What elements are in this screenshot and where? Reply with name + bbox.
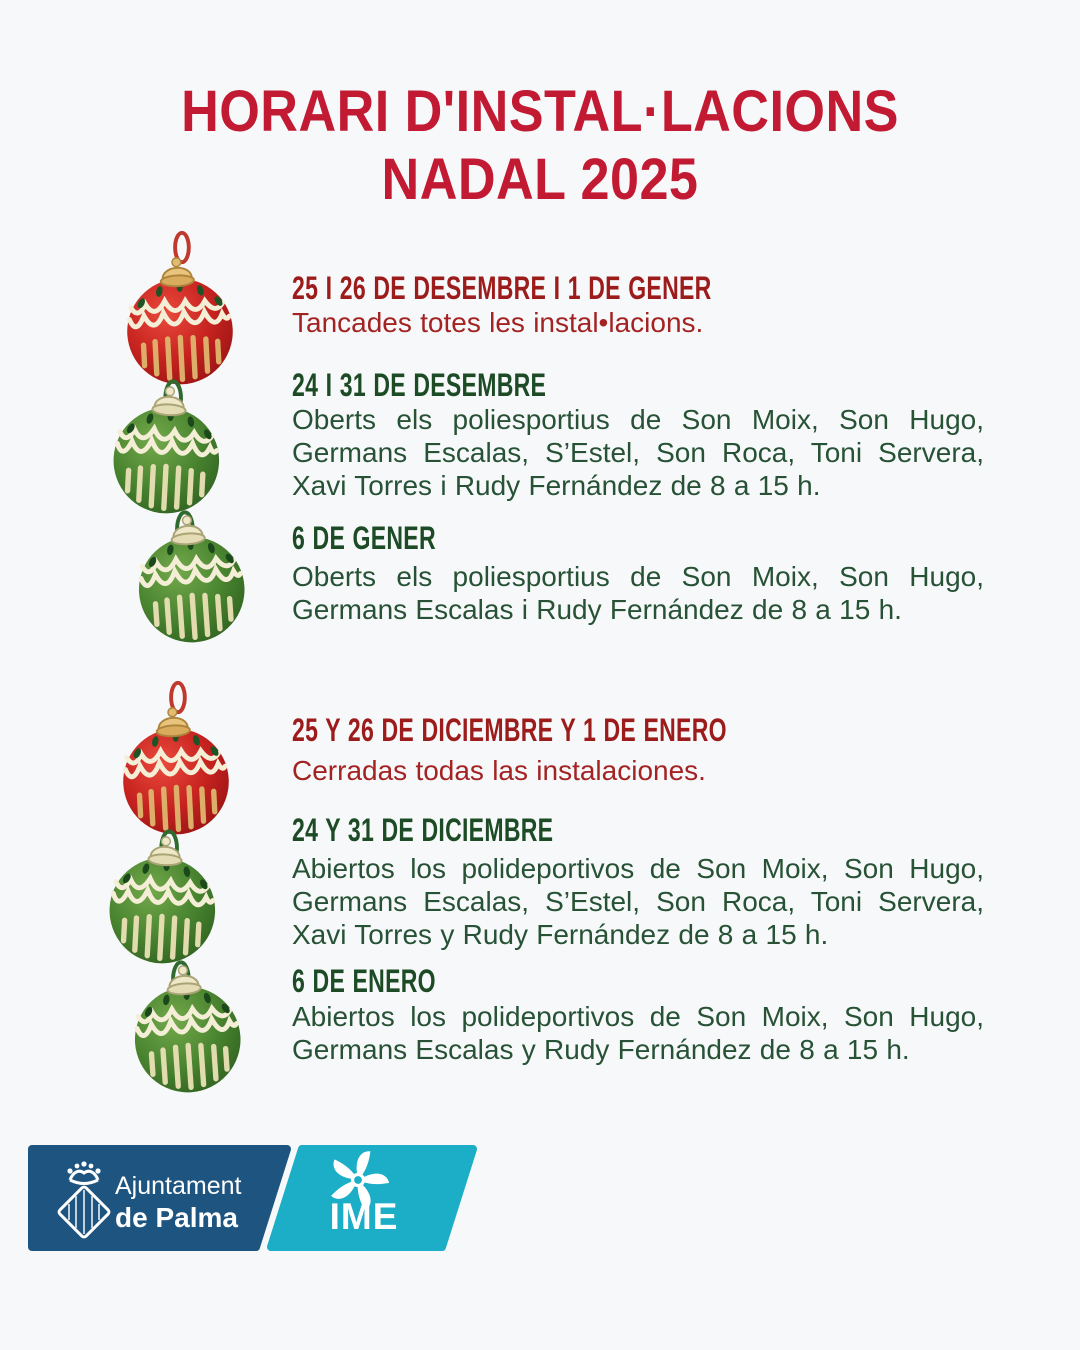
- title-line-1: HORARI D'INSTAL·LACIONS: [181, 79, 899, 144]
- schedule-spanish: [292, 712, 984, 1066]
- section-heading-closed-ca: 25 I 26 DE DESEMBRE I 1 DE GENER: [292, 270, 712, 306]
- section-body-closed-ca: Tancades totes les instal•lacions.: [292, 307, 704, 338]
- christmas-baubles-icon: [88, 676, 264, 1106]
- section-heading-closed-es: 25 Y 26 DE DICIEMBRE Y 1 DE ENERO: [292, 712, 727, 748]
- section-heading-24-31-ca: 24 I 31 DE DESEMBRE: [292, 367, 547, 403]
- ajuntament-de-palma-logo: [32, 1149, 287, 1247]
- section-body-closed-es: Cerradas todas las instalaciones.: [292, 755, 706, 786]
- section-heading-6-jan-ca: 6 DE GENER: [292, 520, 436, 556]
- ajuntament-label-line1: Ajuntament: [115, 1172, 242, 1200]
- page-title: [0, 78, 1080, 214]
- footer-logos: [0, 1128, 520, 1278]
- section-heading-24-31-es: 24 Y 31 DE DICIEMBRE: [292, 812, 554, 848]
- title-line-2: NADAL 2025: [381, 147, 699, 212]
- christmas-baubles-icon: [92, 226, 268, 656]
- ime-logo: [271, 1149, 473, 1247]
- section-heading-6-jan-es: 6 DE ENERO: [292, 963, 436, 999]
- ime-label: IME: [329, 1196, 399, 1237]
- schedule-catalan: [292, 270, 984, 626]
- section-body-24-31-es: Abiertos los polideportivos de Son Moix, Son Hugo, Germans Escalas, S’Estel, Son Roca, Toni Servera, Xavi Torres y Rudy Fernández de 8 a 15 h.: [292, 853, 984, 950]
- section-body-24-31-ca: Oberts els poliesportius de Son Moix, Son Hugo, Germans Escalas, S’Estel, Son Roca, Toni Servera, Xavi Torres i Rudy Fernández de 8 a 15 h.: [292, 404, 984, 501]
- section-body-6-jan-ca: Oberts els poliesportius de Son Moix, Son Hugo, Germans Escalas i Rudy Fernández de 8 a 15 h.: [292, 561, 984, 625]
- ajuntament-label-line2: de Palma: [115, 1202, 238, 1233]
- section-body-6-jan-es: Abiertos los polideportivos de Son Moix, Son Hugo, Germans Escalas y Rudy Fernández de 8 a 15 h.: [292, 1001, 984, 1065]
